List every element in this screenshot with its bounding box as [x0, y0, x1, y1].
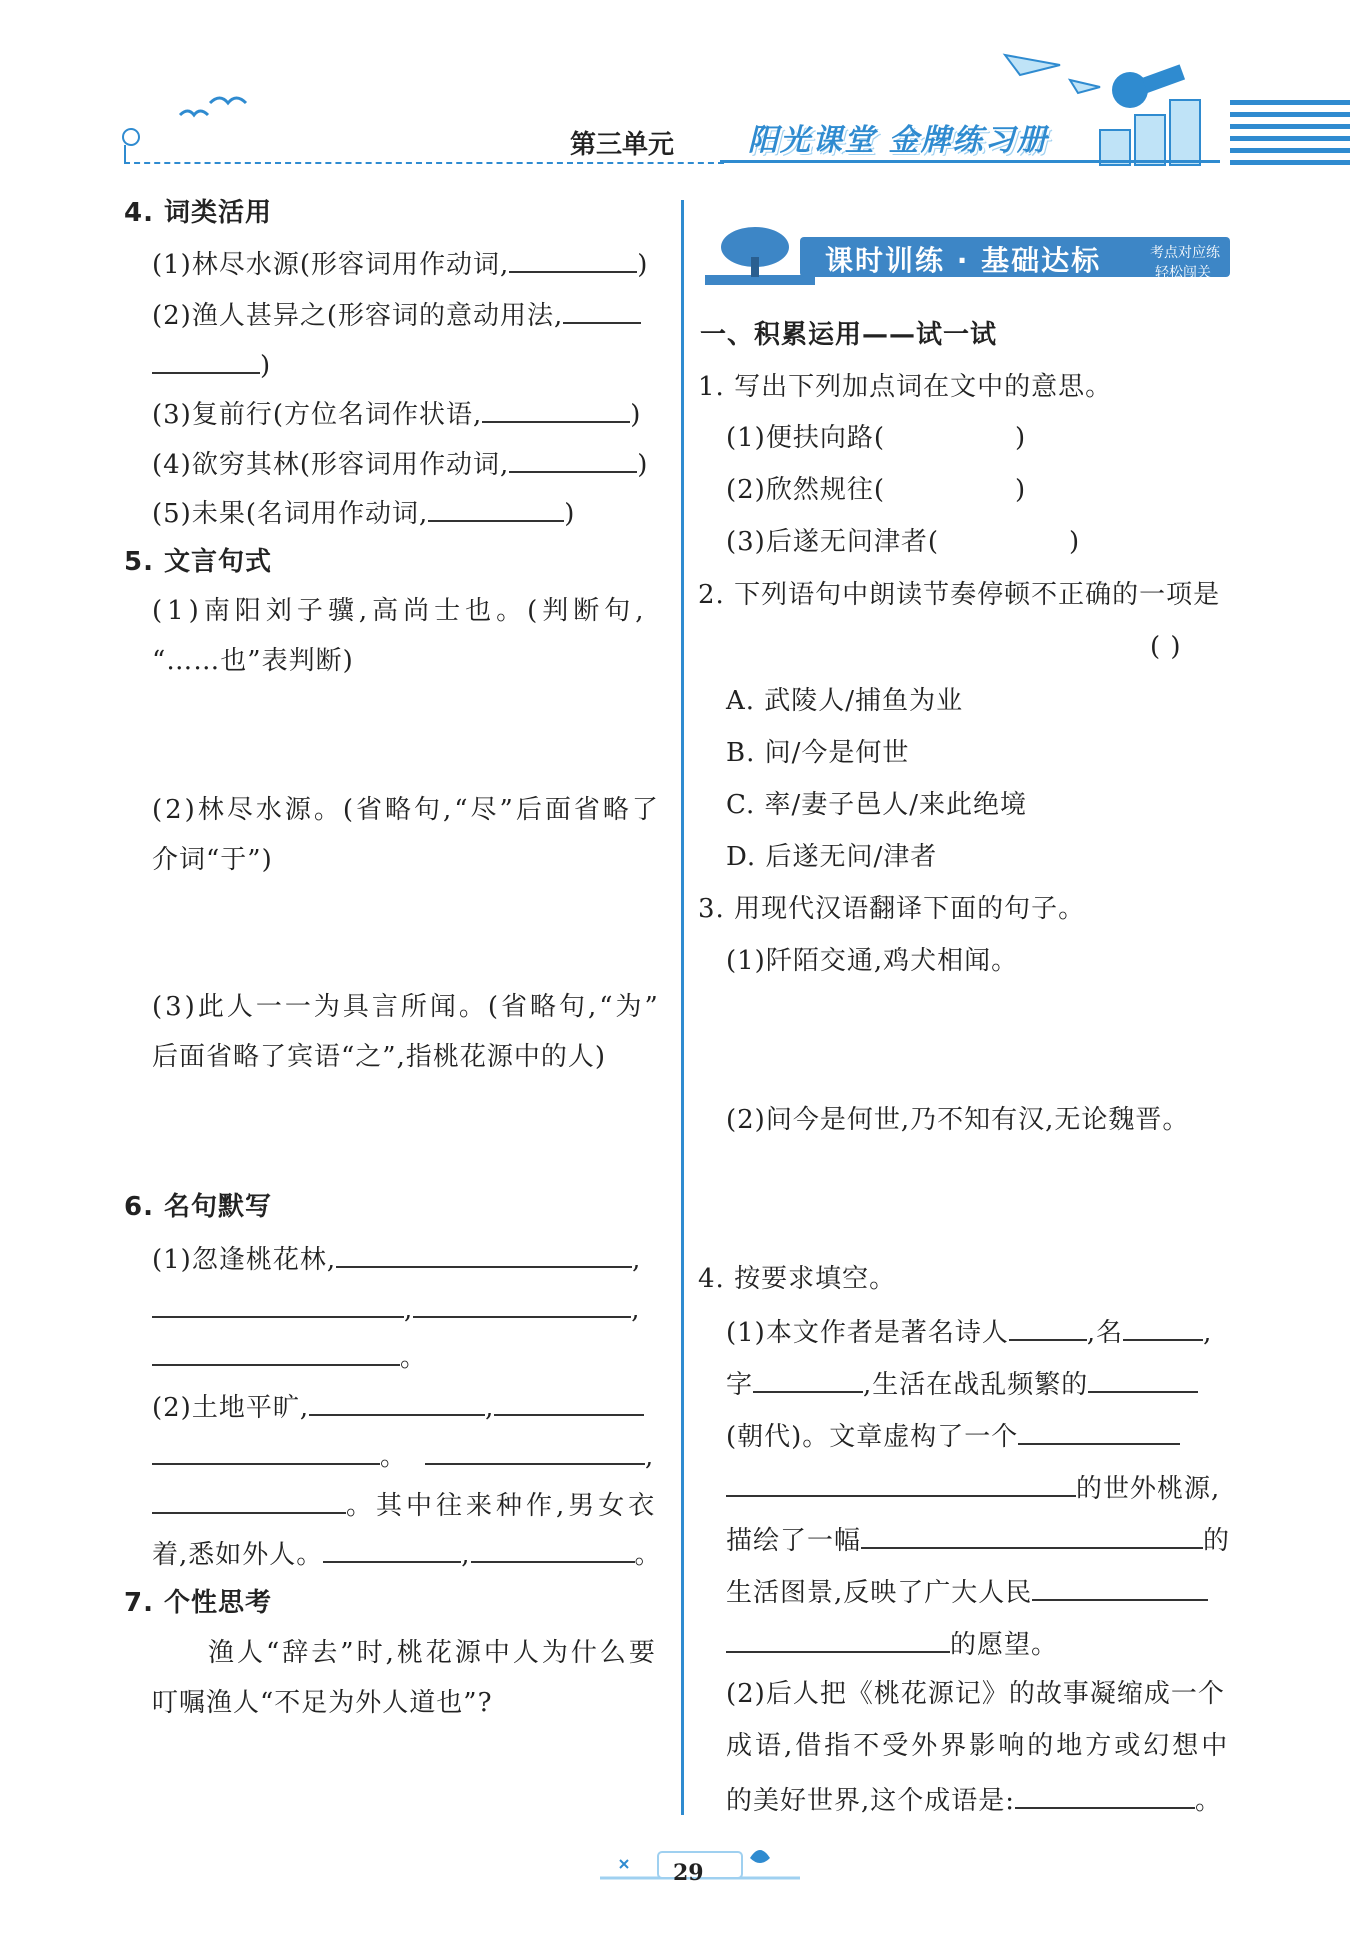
section-6-title: 6. 名句默写 — [124, 1192, 273, 1222]
s6-item-1-line2: , , — [152, 1290, 641, 1327]
s6-item-2: (2)土地平旷, , — [152, 1388, 644, 1425]
section-4-title: 4. 词类活用 — [124, 198, 273, 228]
section-7-title: 7. 个性思考 — [124, 1588, 273, 1618]
q4-prompt: 4. 按要求填空。 — [698, 1264, 897, 1294]
s5-item-1a: (1)南阳刘子骥,高尚士也。(判断句, — [152, 596, 649, 626]
q3-prompt: 3. 用现代汉语翻译下面的句子。 — [698, 894, 1086, 924]
header-left-tick — [124, 145, 126, 163]
header-circle-icon — [122, 128, 140, 146]
q2-prompt: 2. 下列语句中朗读节奏停顿不正确的一项是 — [698, 580, 1221, 610]
q2-option-d: D. 后遂无问/津者 — [726, 842, 938, 872]
q4-item-2b: 成语,借指不受外界影响的地方或幻想中 — [726, 1731, 1231, 1761]
q1-prompt: 1. 写出下列加点词在文中的意思。 — [698, 372, 1113, 402]
brand-title: 阳光课堂 金牌练习册 — [748, 123, 1049, 158]
q4-line-2: 字 ,生活在战乱频繁的 — [726, 1365, 1198, 1402]
s7-line-1: 渔人“辞去”时,桃花源中人为什么要 — [208, 1638, 658, 1668]
column-divider — [681, 200, 684, 1815]
q4-line-7: 的愿望。 — [726, 1625, 1058, 1662]
tree-icon — [705, 225, 815, 287]
q1-item-3: (3)后遂无问津者( ) — [726, 527, 1081, 557]
telescope-icon — [1090, 60, 1210, 170]
s4-item-2: (2)渔人甚异之(形容词的意动用法, — [152, 296, 641, 333]
s4-item-1: (1)林尽水源(形容词用作动词, ) — [152, 245, 648, 282]
s7-line-2: 叮嘱渔人“不足为外人道也”? — [152, 1688, 493, 1718]
header-dashed-line — [124, 162, 724, 164]
birds-icon — [120, 85, 260, 135]
s6-item-1-line3: 。 — [152, 1338, 427, 1375]
q4-line-1: (1)本文作者是著名诗人 ,名 , — [726, 1313, 1212, 1350]
s6-item-2-line2: 。 , — [152, 1437, 654, 1474]
section-banner — [705, 225, 1235, 287]
q2-option-a: A. 武陵人/捕鱼为业 — [726, 686, 964, 716]
s6-item-2-line3: 。其中往来种作,男女衣 — [152, 1486, 658, 1523]
s5-item-2a: (2)林尽水源。(省略句,“尽”后面省略了 — [152, 795, 661, 825]
unit-title: 第三单元 — [570, 130, 675, 160]
accumulation-section-title: 一、积累运用——试一试 — [700, 320, 998, 350]
header-underline — [720, 160, 1220, 163]
q4-item-2a: (2)后人把《桃花源记》的故事凝缩成一个 — [726, 1679, 1225, 1709]
section-5-title: 5. 文言句式 — [124, 547, 273, 577]
s5-item-2b: 介词“于”) — [152, 845, 273, 875]
s4-item-4: (4)欲穷其林(形容词用作动词, ) — [152, 445, 648, 482]
s4-item-5: (5)未果(名词用作动词, ) — [152, 494, 575, 531]
s5-item-3a: (3)此人一一为具言所闻。(省略句,“为” — [152, 992, 661, 1022]
s5-item-3b: 后面省略了宾语“之”,指桃花源中的人) — [152, 1042, 606, 1072]
q1-item-2: (2)欣然规往( ) — [726, 475, 1027, 505]
banner-tag-2: 轻松闯关 — [1155, 265, 1211, 281]
q1-item-1: (1)便扶向路( ) — [726, 423, 1027, 453]
s4-item-2-cont: ) — [152, 346, 271, 383]
page-number: 29 — [673, 1860, 704, 1886]
q4-line-5: 描绘了一幅 的 — [726, 1521, 1230, 1558]
q2-answer-paren: ( ) — [1150, 632, 1182, 662]
s4-item-3: (3)复前行(方位名词作状语, ) — [152, 395, 641, 432]
q4-line-3: (朝代)。文章虚构了一个 — [726, 1417, 1180, 1454]
q3-item-1: (1)阡陌交通,鸡犬相闻。 — [726, 946, 1019, 976]
banner-tag-1: 考点对应练 — [1150, 245, 1220, 261]
q3-item-2: (2)问今是何世,乃不知有汉,无论魏晋。 — [726, 1105, 1190, 1135]
s5-item-1b: “……也”表判断) — [152, 646, 354, 676]
q2-option-b: B. 问/今是何世 — [726, 738, 910, 768]
s6-item-1: (1)忽逢桃花林, , — [152, 1240, 641, 1277]
q4-line-4: 的世外桃源, — [726, 1469, 1220, 1506]
q2-option-c: C. 率/妻子邑人/来此绝境 — [726, 790, 1028, 820]
banner-title: 课时训练 · 基础达标 — [825, 244, 1102, 277]
s6-item-2-line4: 着,悉如外人。 , 。 — [152, 1535, 662, 1572]
q4-line-6: 生活图景,反映了广大人民 — [726, 1573, 1208, 1610]
q4-item-2c: 的美好世界,这个成语是: 。 — [726, 1781, 1222, 1818]
